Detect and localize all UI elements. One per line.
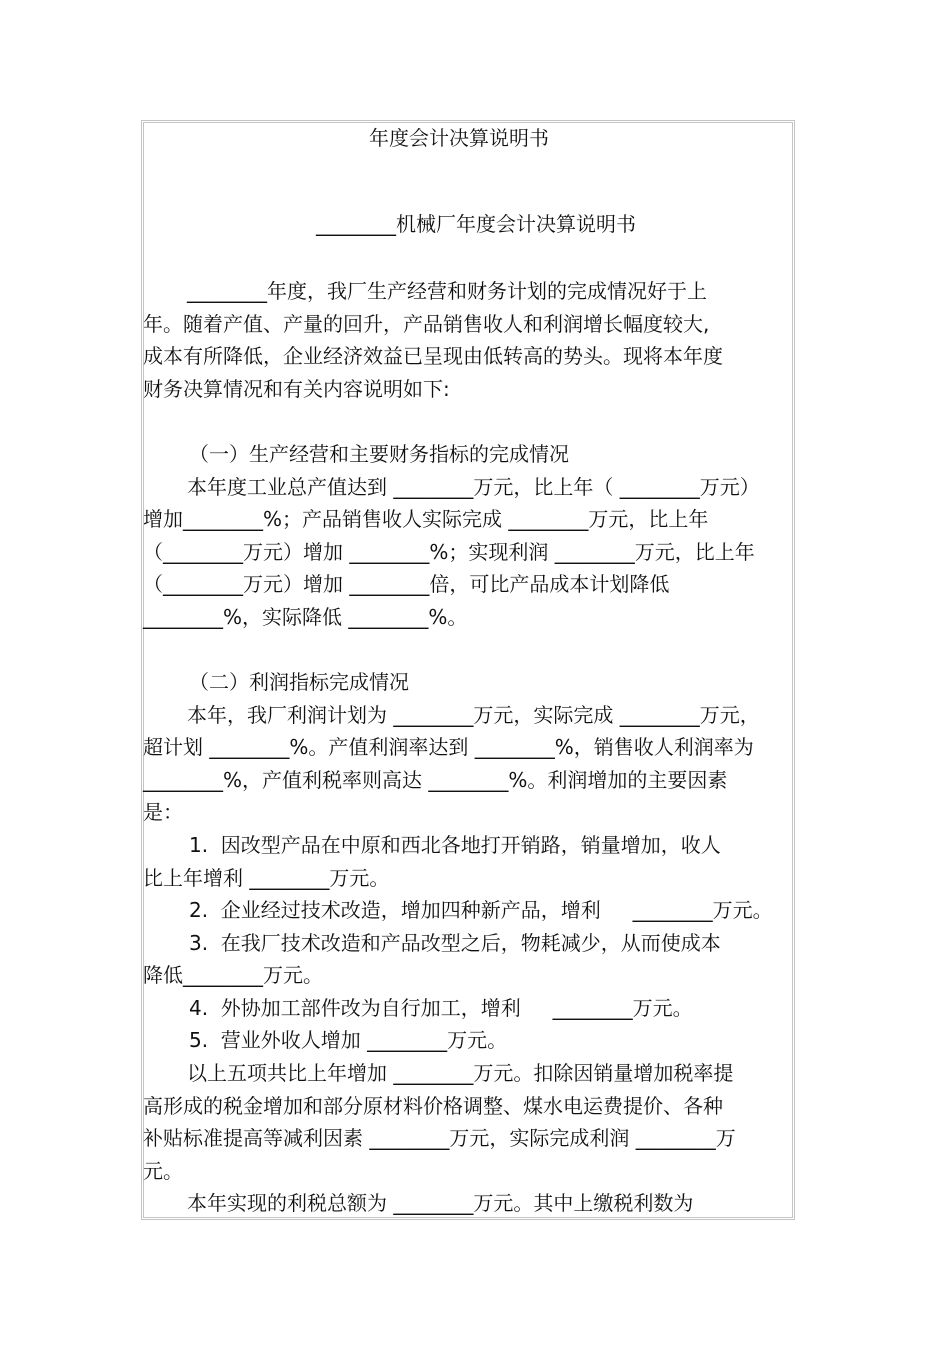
- paragraph-line: 增加________%；产品销售收人实际完成 ________万元，比上年: [143, 507, 709, 531]
- list-item: 4. 外协加工部件改为自行加工，增利 ________万元。: [189, 996, 693, 1020]
- paragraph-line: 本年，我厂利润计划为 ________万元，实际完成 ________万元，: [187, 703, 760, 727]
- paragraph-line: 元。: [143, 1159, 183, 1183]
- paragraph-line: 补贴标准提高等减利因素 ________万元，实际完成利润 ________万: [143, 1126, 736, 1150]
- list-item: 3. 在我厂技术改造和产品改型之后，物耗减少，从而使成本: [189, 931, 721, 955]
- document-header-title: 年度会计决算说明书: [369, 126, 549, 150]
- paragraph-line: 高形成的税金增加和部分原材料价格调整、煤水电运费提价、各种: [143, 1094, 723, 1118]
- paragraph-line: 是：: [143, 800, 183, 824]
- section-heading: （二）利润指标完成情况: [189, 670, 409, 694]
- paragraph-line: 本年实现的利税总额为 ________万元。其中上缴税利数为: [187, 1191, 694, 1215]
- paragraph-line: 成本有所降低，企业经济效益已呈现由低转高的势头。现将本年度: [143, 344, 723, 368]
- paragraph-line: 比上年增利 ________万元。: [143, 866, 390, 890]
- paragraph-line: （________万元）增加 ________倍，可比产品成本计划降低: [143, 572, 670, 596]
- paragraph-line: ________%，实际降低 ________%。: [143, 605, 468, 629]
- section-heading: （一）生产经营和主要财务指标的完成情况: [189, 442, 569, 466]
- paragraph-line: 超计划 ________%。产值利润率达到 ________%，销售收人利润率为: [143, 735, 754, 759]
- paragraph-line: 财务决算情况和有关内容说明如下:: [143, 377, 450, 401]
- paragraph-line: ________年度，我厂生产经营和财务计划的完成情况好于上: [187, 279, 707, 303]
- list-item: 5. 营业外收人增加 ________万元。: [189, 1028, 508, 1052]
- paragraph-line: （________万元）增加 ________%；实现利润 ________万元，比上年: [143, 540, 755, 564]
- paragraph-line: 本年度工业总产值达到 ________万元，比上年（ ________万元）: [187, 475, 760, 499]
- paragraph-line: ________%，产值利税率则高达 ________%。利润增加的主要因素: [143, 768, 728, 792]
- paragraph-line: 以上五项共比上年增加 ________万元。扣除因销量增加税率提: [187, 1061, 734, 1085]
- list-item: 1. 因改型产品在中原和西北各地打开销路，销量增加，收人: [189, 833, 721, 857]
- document-sub-title: ________机械厂年度会计决算说明书: [316, 212, 636, 236]
- paragraph-line: 降低________万元。: [143, 963, 323, 987]
- paragraph-line: 年。随着产值、产量的回升，产品销售收人和利润增长幅度较大,: [143, 312, 710, 336]
- list-item: 2. 企业经过技术改造，增加四种新产品，增利 ________万元。: [189, 898, 773, 922]
